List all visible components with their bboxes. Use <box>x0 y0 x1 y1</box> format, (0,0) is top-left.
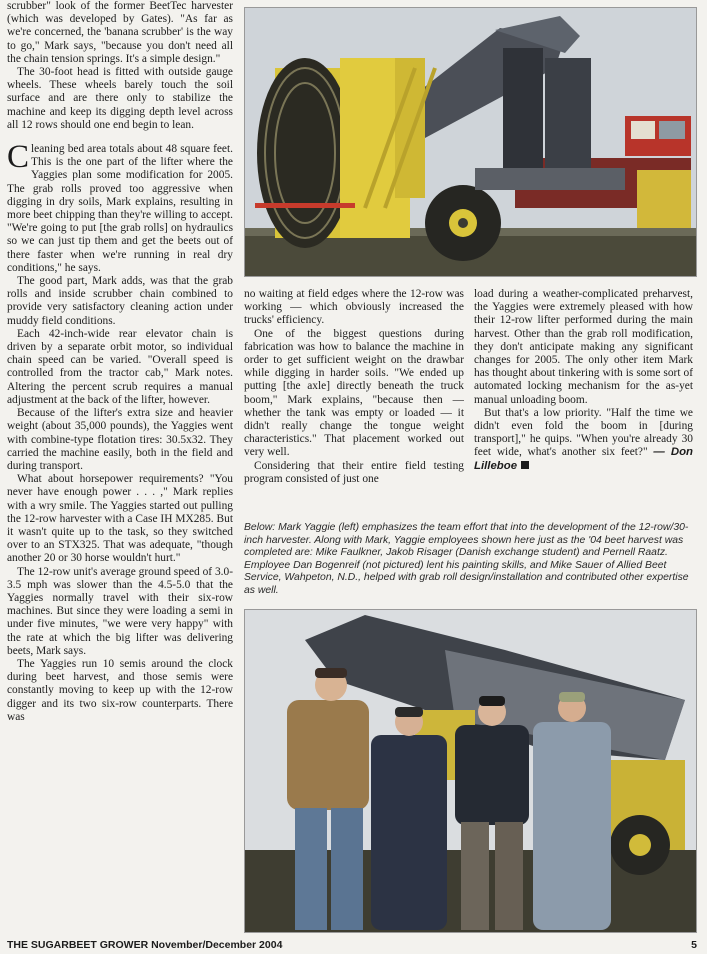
paragraph <box>474 407 693 473</box>
paragraph-dropcap: Cleaning bed area totals about 48 square feet. This is the one part of the lifter where the Yaggies plan some modification for 2005. The grab rolls proved too aggressive when digging in dry soils, Mark explains, resulting in more beet chipping than they're willing to accept. "We're going to put [the grab rolls] on hydraulics so we can just tip them and get the beets out of there faster when we're running in real dry conditions," he says. <box>7 139 233 274</box>
page-footer <box>7 939 697 953</box>
article-column-3 <box>474 288 693 506</box>
paragraph: Each 42-inch-wide rear elevator chain is driven by a separate orbit motor, so individual chain speed can be varied. "Overall speed is controlled from the tractor cab," Mark notes. Altering the percent scrub requires a manual adjustment at the back of the lifter, however. <box>7 327 233 406</box>
author-signature: — Don Lilleboe <box>474 446 693 472</box>
paragraph: scrubber" look of the former BeetTec harvester (which was developed by Gates). "As far as we're concerned, the 'banana scrubber' is the way to go," Mark says, "because you don't need all the chain tension springs. It's a simple design." <box>7 0 233 65</box>
team-photo <box>244 609 697 933</box>
article-column-2 <box>244 288 464 506</box>
harvester-photo <box>244 7 697 277</box>
paragraph: Considering that their entire field testing program consisted of just one <box>244 459 464 485</box>
paragraph: no waiting at field edges where the 12-row was working — which obviously increased the trucks' efficiency. <box>244 288 464 327</box>
page-number: 5 <box>691 939 697 951</box>
paragraph: One of the biggest questions during fabrication was how to balance the machine in order to get sufficient weight on the drawbar while digging in harder soils. "We ended up putting [the axle] directly beneath the truck boom," Mark explains, "because then — whether the tank was empty or loaded — it didn't really change the tongue weight characteristics." That placement worked out very well. <box>244 327 464 459</box>
paragraph: The good part, Mark adds, was that the grab rolls and inside scrubber chain combined to provide very satisfactory cleaning action under muddy field conditions. <box>7 275 233 327</box>
paragraph: The 12-row unit's average ground speed of 3.0-3.5 mph was slower than the 4.5-5.0 that the Yaggies normally travel with their six-row machines. But since they were loading a semi in under five minutes, "we were very happy" with the rate at which the big lifter was delivering beets, Mark says. <box>7 565 233 657</box>
article-column-1 <box>7 0 233 936</box>
photo-caption: Below: Mark Yaggie (left) emphasizes the team effort that into the development of the 12-row/30-inch harvester. Along with Mark, Yaggie employees shown here just as the '04 beet harvest was completed are: Mike Faulkner, Jakob Risager (Danish exchange student) and Pernell Raatz. Employee Dan Bogenreif (not pictured) lent his painting skills, and Mike Sauer of Allied Beet Service, Wahpeton, N.D., helped with grab roll design/installation and contributed other expertise as well. <box>244 522 689 596</box>
end-mark-icon <box>521 461 529 469</box>
paragraph: Because of the lifter's extra size and heavier weight (about 35,000 pounds), the Yaggies went with combine-type flotation tires: 30.5x32. They carried the machine easily, both in the field and during transport. <box>7 407 233 472</box>
paragraph: load during a weather-complicated preharvest, the Yaggies were extremely pleased with how their 12-row lifter performed during the main harvest. Other than the grab roll modification, they don't anticipate making any significant changes for 2005. The only other item Mark has thought about tinkering with is some sort of automated locking mechanism for the as-yet manual unloading boom. <box>474 288 693 406</box>
paragraph: The Yaggies run 10 semis around the clock during beet harvest, and those semis were constantly moving to keep up with the 12-row digger and its two six-row counterparts. There was <box>7 657 233 723</box>
paragraph: What about horsepower requirements? "You never have enough power . . . ," Mark replies with a wry smile. The Yaggies started out pulling the 12-row harvester with a Case IH MX285. But it wasn't quite up to the task, so they switched over to an STX325. That was adequate, "though another 20 or 30 horse wouldn't hurt." <box>7 473 233 565</box>
paragraph-text: But that's a low priority. "Half the time we didn't even fold the boom in [during transport]," he quips. "When you're already 30 feet wide, what's another six feet?" <box>474 406 693 459</box>
publication-line: THE SUGARBEET GROWER November/December 2004 <box>7 939 283 951</box>
paragraph: The 30-foot head is fitted with outside gauge wheels. These wheels barely touch the soil surface and are there only to stabilize the machine and keep its digging depth level across all 12 rows should one end begin to lean. <box>7 66 233 131</box>
